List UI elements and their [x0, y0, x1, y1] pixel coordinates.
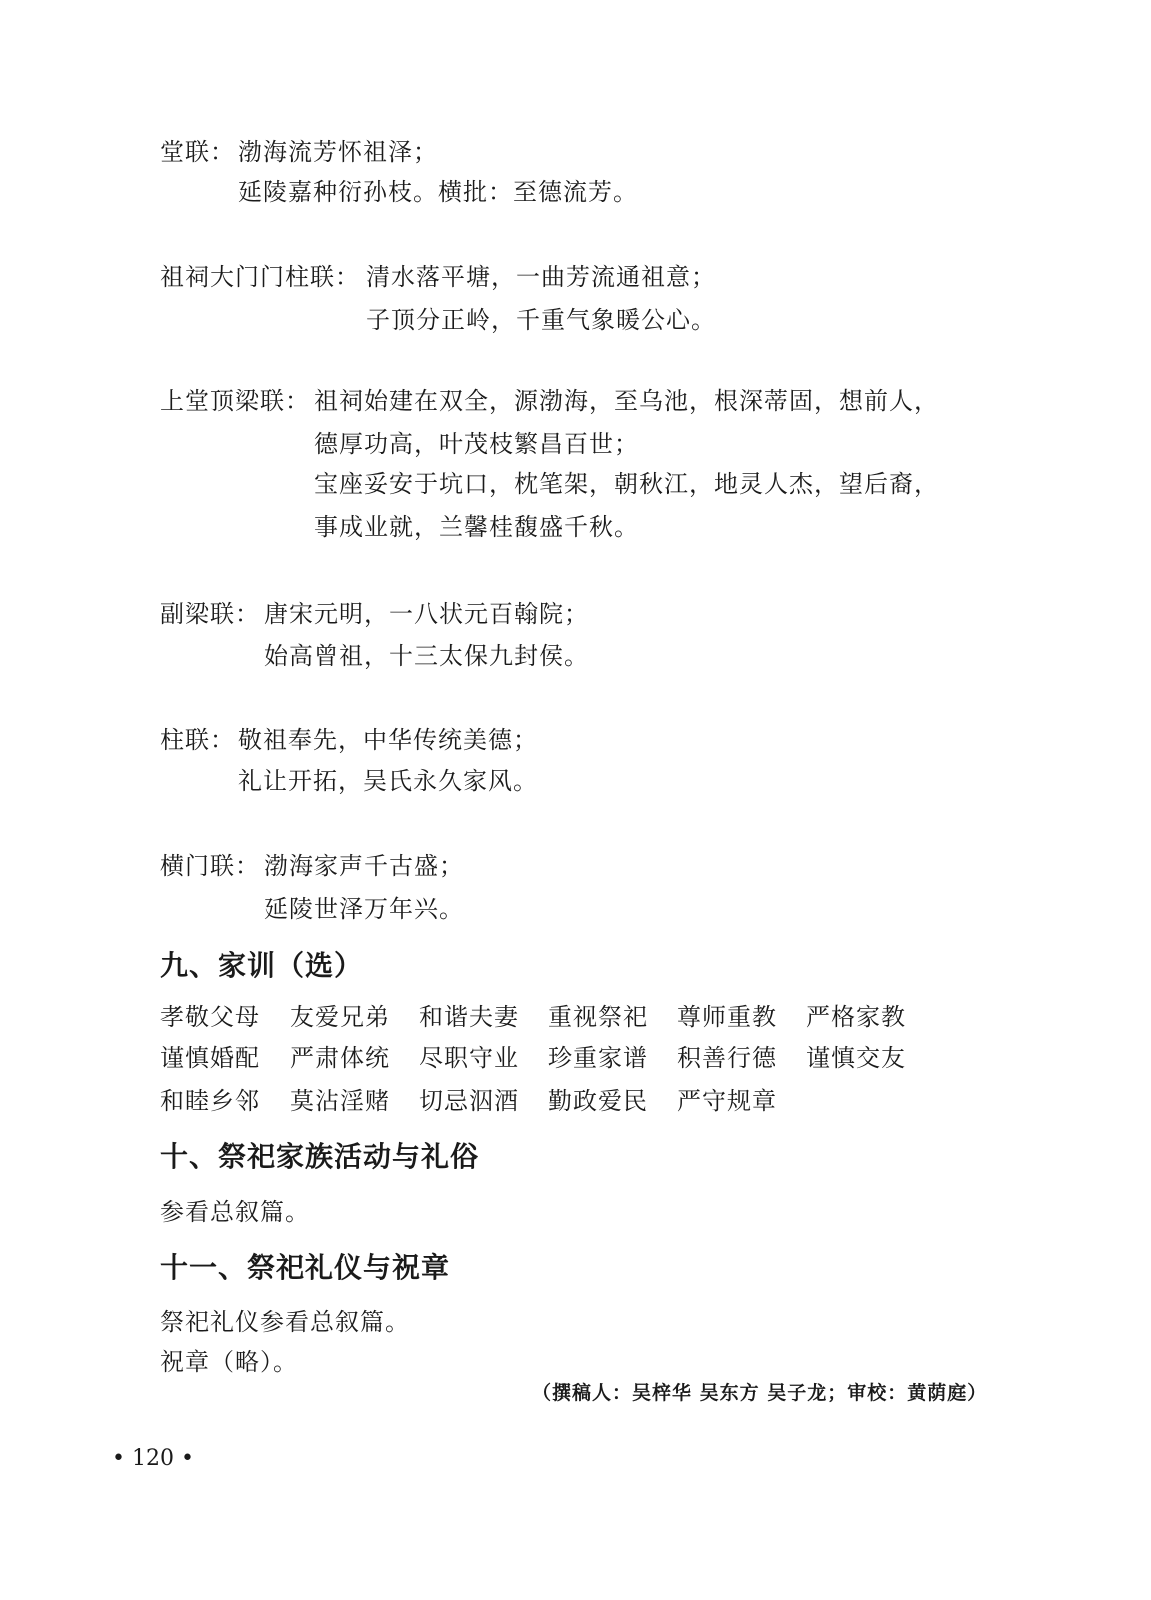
family-motto-item: 勤政爱民 [548, 1087, 648, 1115]
family-motto-item: 谨慎婚配 [160, 1044, 260, 1072]
couplet-damen-line2: 子顶分正岭，千重气象暖公心。 [366, 306, 716, 334]
couplet-tang-line2: 延陵嘉种衍孙枝。横批：至德流芳。 [238, 178, 638, 206]
couplet-shangtang-line2: 德厚功高，叶茂枝繁昌百世； [314, 430, 639, 458]
section-10-heading: 十、祭祀家族活动与礼俗 [160, 1140, 480, 1173]
family-motto-item: 严守规章 [677, 1087, 777, 1115]
family-motto-item: 切忌泅酒 [419, 1087, 519, 1115]
couplet-tang-line1: 渤海流芳怀祖泽； [238, 138, 438, 166]
couplet-fuliang-label: 副梁联： [160, 600, 260, 628]
family-motto-item: 和睦乡邻 [160, 1087, 260, 1115]
couplet-tang-label: 堂联： [160, 138, 235, 166]
couplet-fuliang-line2: 始高曾祖，十三太保九封侯。 [264, 642, 589, 670]
family-motto-item: 严肃体统 [290, 1044, 390, 1072]
couplet-shangtang-line1: 祖祠始建在双全，源渤海，至乌池，根深蒂固，想前人， [314, 387, 939, 415]
family-motto-item: 孝敬父母 [160, 1003, 260, 1031]
couplet-zhu-line1: 敬祖奉先，中华传统美德； [238, 726, 538, 754]
couplet-hengmen-line1: 渤海家声千古盛； [264, 852, 464, 880]
section-10-text: 参看总叙篇。 [160, 1198, 310, 1226]
section-11-text-1: 祭祀礼仪参看总叙篇。 [160, 1308, 410, 1336]
couplet-shangtang-line3: 宝座妥安于坑口，枕笔架，朝秋江，地灵人杰，望后裔， [314, 470, 939, 498]
family-motto-item: 严格家教 [806, 1003, 906, 1031]
family-motto-item: 珍重家谱 [548, 1044, 648, 1072]
family-motto-item: 和谐夫妻 [419, 1003, 519, 1031]
couplet-zhu-label: 柱联： [160, 726, 235, 754]
couplet-hengmen-label: 横门联： [160, 852, 260, 880]
family-motto-item: 重视祭祀 [548, 1003, 648, 1031]
family-motto-item: 积善行德 [677, 1044, 777, 1072]
couplet-zhu-line2: 礼让开拓，吴氏永久家风。 [238, 767, 538, 795]
couplet-shangtang-label: 上堂顶梁联： [160, 387, 310, 415]
couplet-damen-label: 祖祠大门门柱联： [160, 263, 360, 291]
author-signature: （撰稿人：吴梓华 吴东方 吴子龙；审校：黄荫庭） [532, 1382, 988, 1404]
family-motto-item: 莫沾淫赌 [290, 1087, 390, 1115]
couplet-shangtang-line4: 事成业就，兰馨桂馥盛千秋。 [314, 513, 639, 541]
section-11-text-2: 祝章（略）。 [160, 1348, 298, 1376]
family-motto-item: 谨慎交友 [806, 1044, 906, 1072]
section-11-heading: 十一、祭祀礼仪与祝章 [160, 1251, 451, 1284]
couplet-hengmen-line2: 延陵世泽万年兴。 [264, 895, 464, 923]
couplet-fuliang-line1: 唐宋元明，一八状元百翰院； [264, 600, 589, 628]
family-motto-item: 尽职守业 [419, 1044, 519, 1072]
couplet-damen-line1: 清水落平塘，一曲芳流通祖意； [366, 263, 716, 291]
family-motto-item: 友爱兄弟 [290, 1003, 390, 1031]
section-9-heading: 九、家训（选） [160, 949, 364, 982]
page-number: • 120 • [112, 1446, 194, 1471]
family-motto-item: 尊师重教 [677, 1003, 777, 1031]
